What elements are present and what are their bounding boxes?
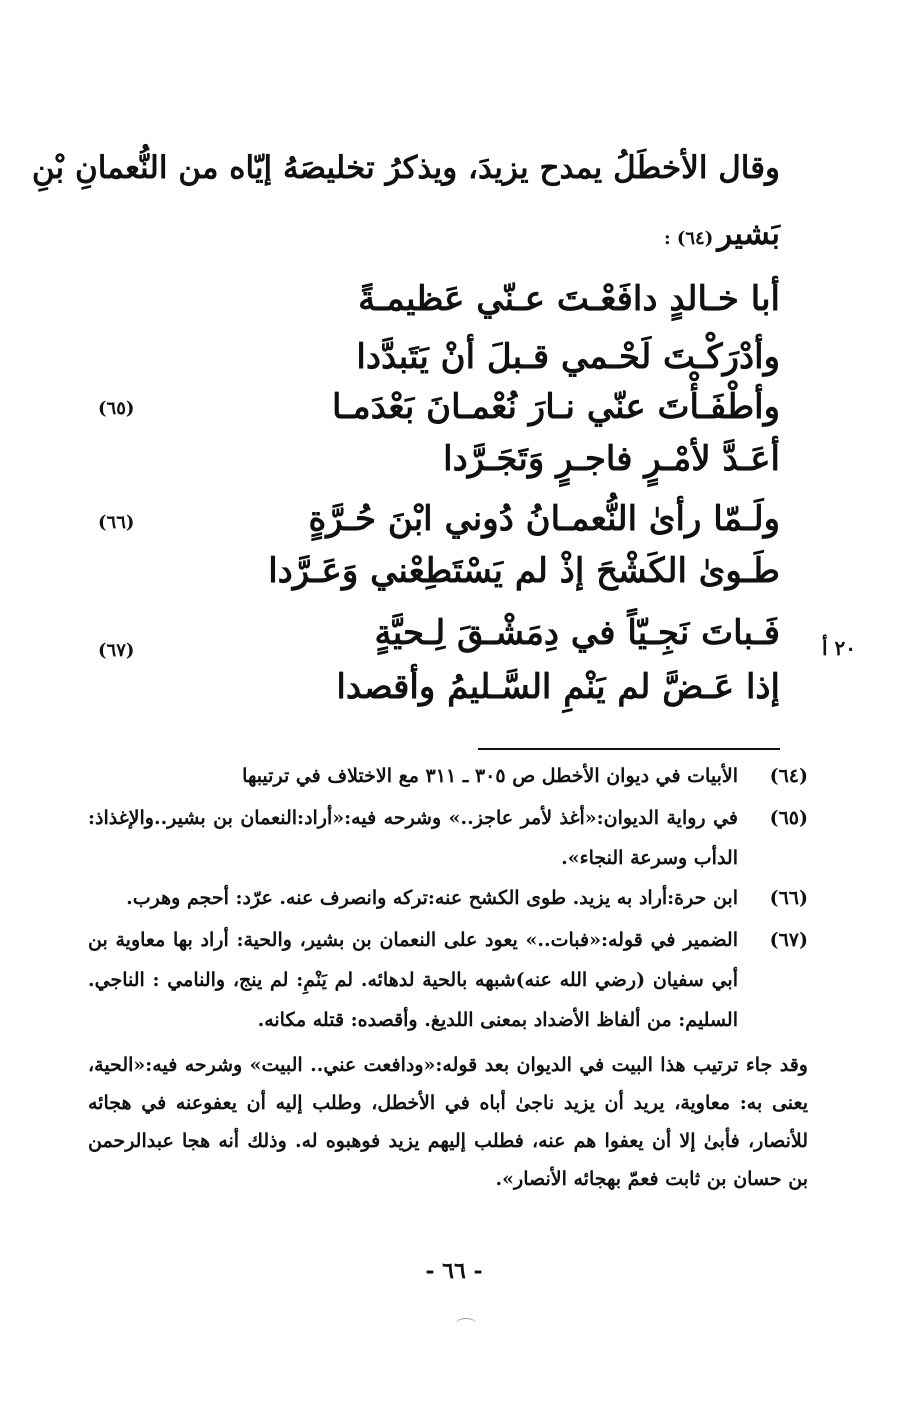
footnote-67-continuation: وقد جاء ترتيب هذا البيت في الديوان بعد قوله:«ودافعت عني.. البيت» وشرحه فيه:«الحية، يعنى به: معاوية، يريد أن يزيد ناجىٰ أباه في الأخطل، وطلب إليه أن يعفوعنه في هجائه للأنصار، فأبىٰ إلا أن يعفوا هم عنه، فطلب إليهم يزيد فوهبوه له. وذلك أنه هجا عبدالرحمن بن حسان بن ثابت فعمّ بهجائه الأنصار». xyxy=(88,1054,808,1190)
margin-folio-mark: ٢٠ أ xyxy=(821,636,856,660)
footnote-64 xyxy=(88,756,808,796)
intro-footnote-ref: (٦٤) : xyxy=(663,228,714,249)
verse-2-sadr: وأطْفَـأْتَ عنّي نـارَ نُعْمـانَ بَعْدَمـا xyxy=(332,387,780,427)
paper-mark xyxy=(456,1318,476,1329)
footnote-number: (٦٤) xyxy=(769,765,808,787)
footnote-text: في رواية الديوان:«أغذ لأمر عاجز..» وشرحه فيه:«أراد:النعمان بن بشير..والإغذاذ: الدأب وسرعة النجاء». xyxy=(88,807,738,869)
verse-4-footnote-ref: (٦٧) xyxy=(98,640,135,661)
footnote-66 xyxy=(88,878,808,918)
verse-4-ajuz: إذا عَـضَّ لم يَنْمِ السَّـليمُ وأقصدا xyxy=(336,667,780,707)
footnote-text: ابن حرة:أراد به يزيد. طوى الكشح عنه:تركه وانصرف عنه. عرّد: أحجم وهرب. xyxy=(126,887,738,909)
verse-3-ajuz: طَـوىٰ الكَشْحَ إذْ لم يَسْتَطِعْني وَعَـرَّدا xyxy=(268,551,780,591)
footnote-number: (٦٧) xyxy=(769,929,808,951)
footnote-number: (٦٥) xyxy=(769,807,808,829)
footnote-65 xyxy=(88,798,808,878)
verse-2-ajuz: أعَـدَّ لأمْـرٍ فاجـرٍ وَتَجَـرَّدا xyxy=(443,439,780,479)
verse-1-ajuz: وأدْرَكْـتَ لَحْـمي قـبلَ أنْ يَتَبدَّدا xyxy=(356,337,780,377)
verse-3-footnote-ref: (٦٦) xyxy=(98,512,135,533)
footnote-67 xyxy=(88,920,808,1040)
footnote-text: الأبيات في ديوان الأخطل ص ٣٠٥ ـ ٣١١ مع الاختلاف في ترتيبها xyxy=(242,765,738,787)
intro-line-1: وقال الأخطَلُ يمدح يزيدَ، ويذكرُ تخليصَهُ إيّاه من النُّعمانِ بْنِ xyxy=(31,150,780,186)
verse-3-sadr: ولَـمّا رأىٰ النُّعمـانُ دُوني ابْنَ حُـرَّةٍ xyxy=(308,499,780,539)
footnote-number: (٦٦) xyxy=(769,887,808,909)
intro-name: بَشير xyxy=(717,216,780,252)
page-number: - ٦٦ - xyxy=(425,1258,483,1284)
verse-4-sadr: فَـباتَ نَجِـيّاً في دِمَشْـقَ لِـحيَّةٍ xyxy=(374,613,780,653)
footnote-text: الضمير في قوله:«فبات..» يعود على النعمان بن بشير، والحية: أراد بها معاوية بن أبي سفيان (رضي الله عنه)شبهه بالحية لدهائه. لم يَنْمِ: لم ينج، والنامي : الناجي. السليم: من ألفاظ الأضداد بمعنى اللديغ. وأقصده: قتله مكانه. xyxy=(88,929,738,1031)
intro-line-2 xyxy=(120,212,780,261)
verse-1-sadr: أبا خـالدٍ دافَعْـتَ عـنّي عَظيمـةً xyxy=(358,279,780,319)
footnote-separator xyxy=(478,748,780,750)
verse-2-footnote-ref: (٦٥) xyxy=(98,398,135,419)
